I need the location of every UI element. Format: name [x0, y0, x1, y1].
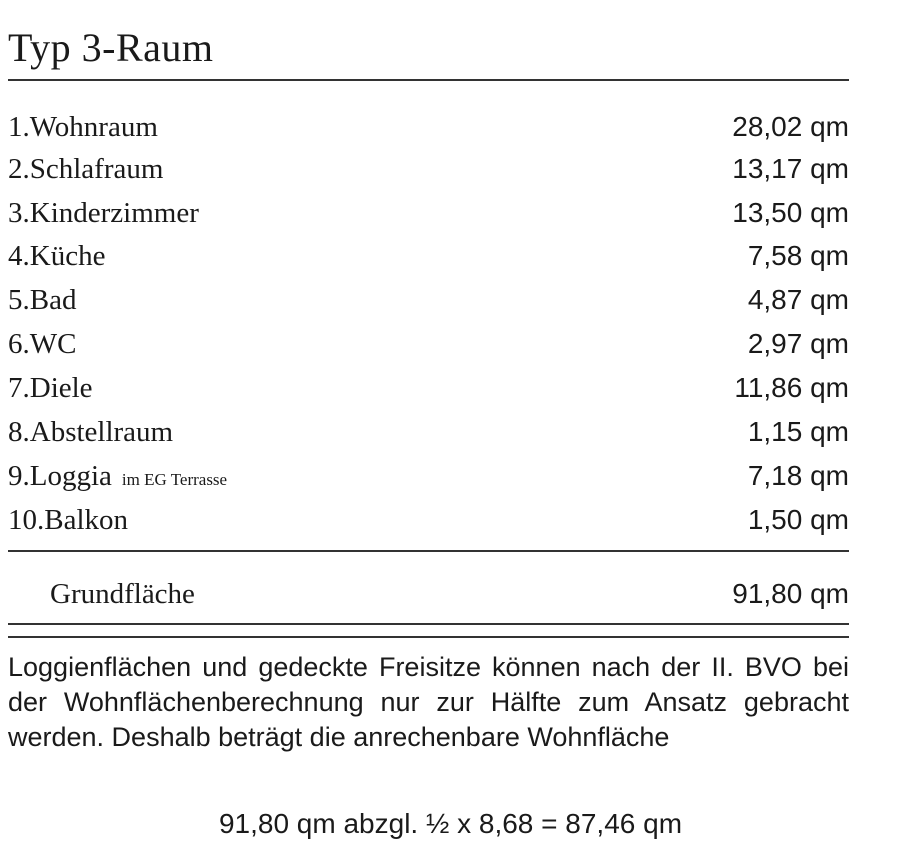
list-item — [8, 416, 849, 458]
room-name: 1.Wohnraum — [8, 111, 158, 143]
room-name-text: 9.Loggia — [8, 460, 112, 492]
list-item — [8, 328, 849, 370]
room-note: im EG Terrasse — [121, 470, 228, 489]
page-title: Typ 3-Raum — [8, 25, 214, 70]
list-item — [8, 372, 849, 414]
list-item — [8, 240, 849, 282]
room-area: 4,87 qm — [747, 284, 849, 315]
room-name: 6.WC — [8, 328, 77, 360]
total-label: Grundfläche — [50, 578, 195, 610]
list-item — [8, 197, 849, 239]
total-rule-upper — [8, 623, 849, 625]
room-name — [8, 460, 227, 493]
room-name: 3.Kinderzimmer — [8, 197, 199, 229]
room-name: 4.Küche — [8, 240, 106, 272]
list-item — [8, 460, 849, 502]
room-name: 5.Bad — [8, 284, 77, 316]
list-bottom-rule — [8, 550, 849, 552]
list-item — [8, 153, 849, 195]
calculation-formula: 91,80 qm abzgl. ½ x 8,68 = 87,46 qm — [218, 808, 683, 839]
room-area: 1,50 qm — [747, 504, 849, 535]
room-area: 13,17 qm — [732, 153, 849, 184]
room-area: 1,15 qm — [747, 416, 849, 447]
list-item — [8, 111, 849, 153]
list-item — [8, 284, 849, 326]
room-name: 2.Schlafraum — [8, 153, 164, 185]
room-name: 7.Diele — [8, 372, 93, 404]
room-area: 13,50 qm — [732, 197, 849, 228]
room-area: 11,86 qm — [734, 372, 849, 403]
room-area: 7,18 qm — [747, 460, 849, 491]
room-area: 28,02 qm — [732, 111, 849, 142]
total-row — [8, 578, 849, 620]
room-area: 2,97 qm — [747, 328, 849, 359]
list-item — [8, 504, 849, 546]
room-name: 8.Abstellraum — [8, 416, 174, 448]
room-name: 10.Balkon — [8, 504, 129, 536]
title-rule — [8, 79, 849, 81]
total-rule-lower — [8, 636, 849, 638]
explanation-paragraph: Loggienflächen und gedeckte Freisitze können nach der II. BVO bei der Wohnflächenberechnung nur zur Hälfte zum Ansatz gebracht werden. Deshalb beträgt die anrechenbare Wohnfläche — [8, 652, 849, 752]
room-area: 7,58 qm — [747, 240, 849, 271]
total-area: 91,80 qm — [732, 578, 849, 609]
